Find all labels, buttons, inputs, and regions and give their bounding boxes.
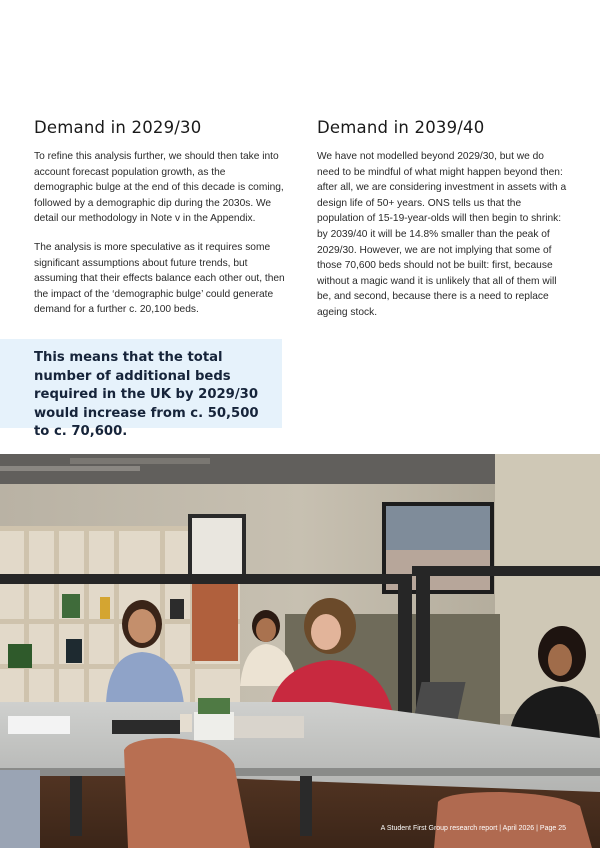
left-column-heading: Demand in 2029/30 xyxy=(34,118,202,137)
left-paragraph-2: The analysis is more speculative as it requires some significant assumptions about future trends, but assuming that their effects balance each other out, then the impact of the ‘demographic bulge’ could generate demand for a further c. 20,100 beds. xyxy=(34,241,285,316)
right-column-heading: Demand in 2039/40 xyxy=(317,118,485,137)
callout-text: This means that the total number of additional beds required in the UK by 2029/30 would increase from c. 50,500 to c. 70,600. xyxy=(34,350,259,440)
right-column xyxy=(317,118,569,334)
left-paragraph-1: To refine this analysis further, we should then take into account forecast population growth, as the demographic bulge at the end of this decade is coming, followed by a demographic dip during the 2030s. We detail our methodology in Note v in the Appendix. xyxy=(34,151,284,225)
study-lounge-photo xyxy=(0,454,600,848)
right-paragraph-1: We have not modelled beyond 2029/30, but we do need to be mindful of what might happen beyond then: after all, we are considering investment in assets with a design life of 50+ years. ONS tells us that the population of 15-19-year-olds will then begin to shrink: by 2039/40 it will be 14.8% smaller than the peak of 2029/30. However, we are not implying that some of those 70,600 beds should not be built: first, because without a magic wand it is unlikely that all of them will be, and second, because there is a need to replace ageing stock. xyxy=(317,151,567,318)
page-footer: A Student First Group research report | April 2026 | Page 25 xyxy=(380,825,566,832)
left-column xyxy=(34,118,286,331)
